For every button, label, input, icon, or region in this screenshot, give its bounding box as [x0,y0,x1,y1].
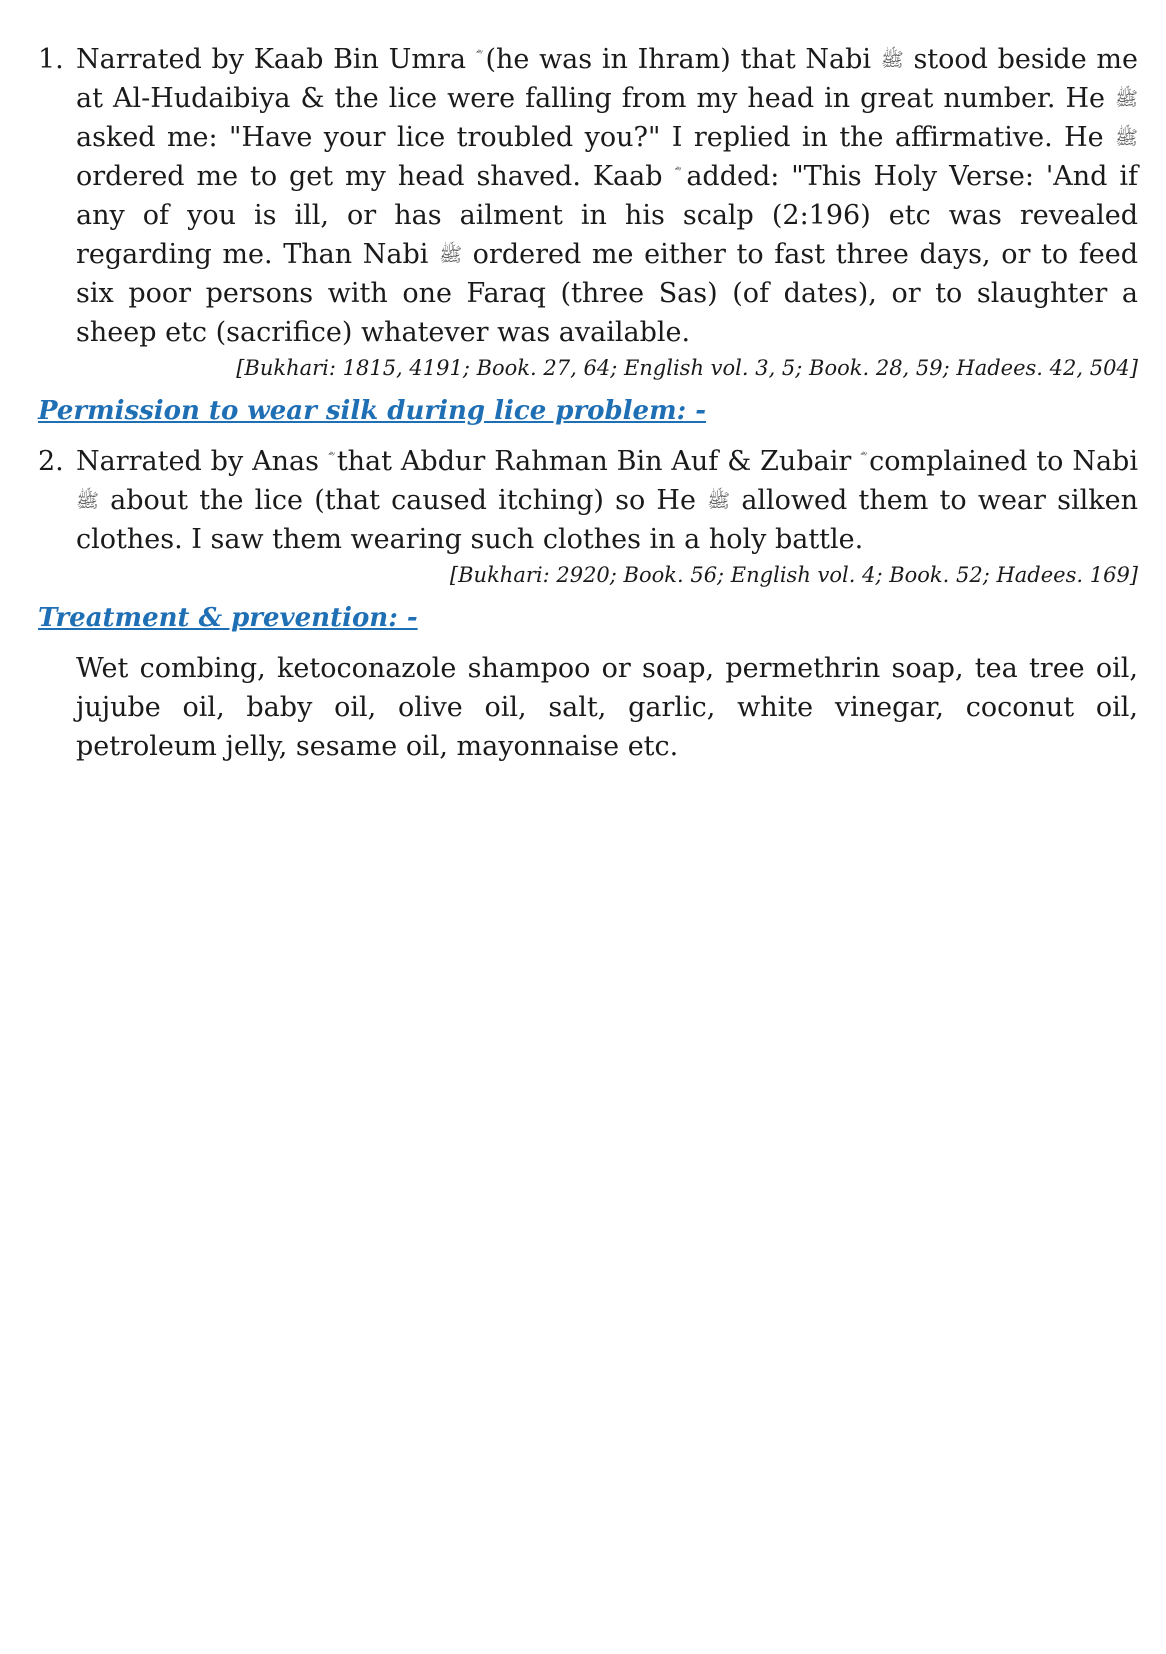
hadith-text: ordered me either to fast three days, or to feed six poor persons with one Faraq (three Sas) (of dates), or to slaughter a sheep etc (sacrifice) whatever was available. [76,239,1138,348]
hadith-reference: [Bukhari: 1815, 4191; Book. 27, 64; English vol. 3, 5; Book. 28, 59; Hadees. 42, 504] [236,356,1138,380]
hadith-text: (he was in Ihram) that Nabi [485,44,872,75]
document-page [38,40,1138,766]
honorific-prophet-icon: ﷺ [1115,88,1138,110]
hadith-number: 2. [38,446,64,477]
treatment-text: Wet combing, ketoconazole shampoo or soap, permethrin soap, tea tree oil, jujube oil, baby oil, olive oil, salt, garlic, white vinegar, coconut oil, petroleum jelly, sesame oil, mayonnaise etc. [76,653,1138,762]
hadith-number: 1. [38,44,64,75]
hadith-text: that Abdur Rahman Bin Auf & Zubair [336,446,852,477]
honorific-prophet-icon: ﷺ [1115,127,1138,149]
hadith-2 [38,442,1138,559]
hadith-1 [38,40,1138,352]
hadith-text: Narrated by Kaab Bin Umra [76,44,467,75]
hadith-text: ordered me to get my head shaved. Kaab [76,161,663,192]
hadith-reference: [Bukhari: 2920; Book. 56; English vol. 4; Book. 52; Hadees. 169] [449,563,1138,587]
section-heading-treatment: Treatment & prevention: - [38,603,418,633]
hadith-text: about the lice (that caused itching) so He [110,485,696,516]
hadith-text: allowed them to wear silken clothes. I saw them wearing such clothes in a holy battle. [76,485,1138,555]
treatment-paragraph [38,649,1138,766]
hadith-text: added: "This Holy Verse: 'And if any of you is ill, or has ailment in his scalp (2:196) etc was revealed regarding me. Than Nabi [76,161,1138,270]
honorific-prophet-icon: ﷺ [880,49,904,71]
hadith-text: asked me: "Have your lice troubled you?" I replied in the affirmative. He [76,122,1104,153]
hadith-text: Narrated by Anas [76,446,319,477]
honorific-prophet-icon: ﷺ [439,244,463,266]
section-heading-silk: Permission to wear silk during lice problem: - [38,396,707,426]
honorific-prophet-icon: ﷺ [707,490,731,512]
hadith-text: complained to Nabi [869,446,1138,477]
hadith-text: stood beside me at Al-Hudaibiya & the lice were falling from my head in great number. He [76,44,1138,114]
honorific-prophet-icon: ﷺ [76,490,99,512]
